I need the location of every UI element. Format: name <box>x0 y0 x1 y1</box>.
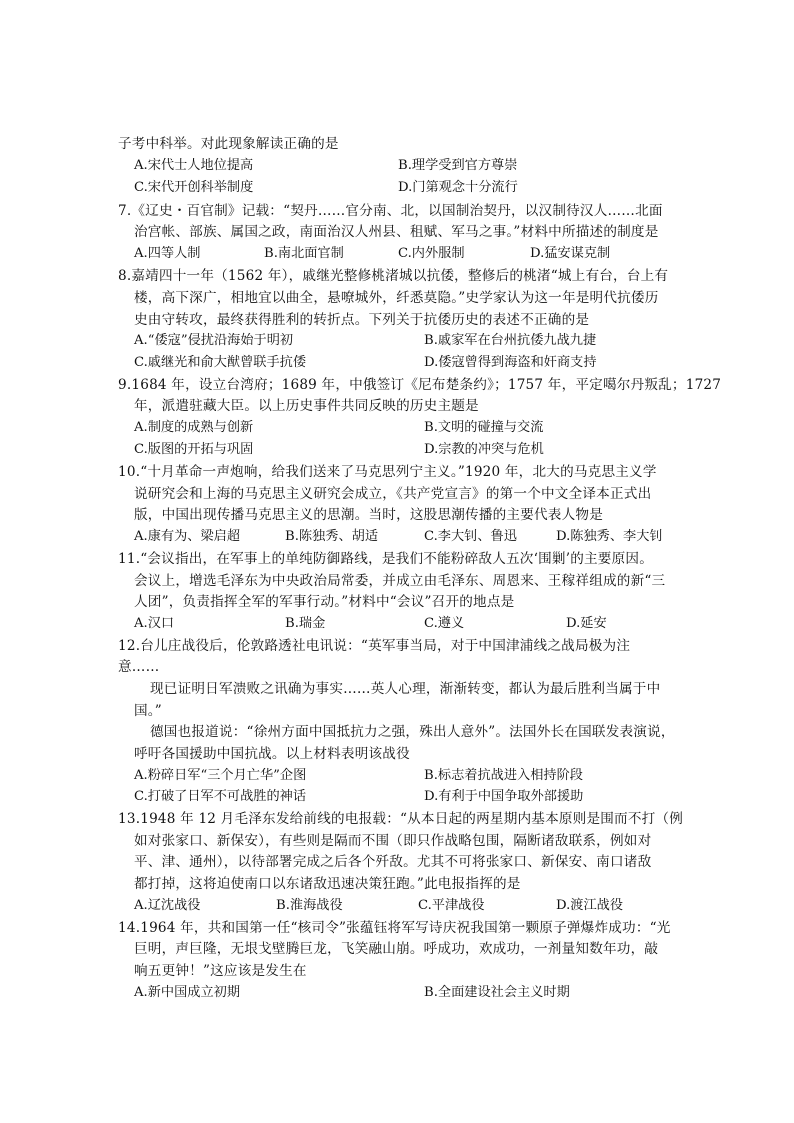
question-10-text: 10.“十月革命一声炮响，给我们送来了马克思列宁主义。”1920 年，北大的马克思主义学 <box>118 464 657 480</box>
q6-option-c: C.宋代开创科举制度 <box>134 180 254 195</box>
q8-option-a: A.“倭寇”侵扰沿海始于明初 <box>134 333 294 348</box>
q6-option-a: A.宋代士人地位提高 <box>134 158 254 173</box>
q7-option-b: B.南北面官制 <box>264 246 344 261</box>
question-14-text: 响五更钟！”这应该是发生在 <box>134 963 307 979</box>
q8-option-d: D.倭寇曾得到海盗和奸商支持 <box>424 355 597 370</box>
q10-option-d: D.陈独秀、李大钊 <box>556 529 663 544</box>
question-13-text: 都打掉，这将迫使南口以东诸敌迅速决策狂跑。”此电报指挥的是 <box>134 876 521 892</box>
question-6-continuation: 子考中科举。对此现象解读正确的是 <box>118 136 339 152</box>
question-11-text: 会议上，增选毛泽东为中央政治局常委，并成立由毛泽东、周恩来、王稼祥组成的新“三 <box>134 573 666 589</box>
q12-option-c: C.打破了日军不可战胜的神话 <box>134 789 307 804</box>
q9-option-d: D.宗教的冲突与危机 <box>424 442 544 457</box>
q12-option-d: D.有利于中国争取外部援助 <box>424 789 584 804</box>
q7-option-a: A.四等人制 <box>134 246 201 261</box>
q10-option-c: C.李大钊、鲁迅 <box>424 529 517 544</box>
q7-option-d: D.猛安谋克制 <box>530 246 611 261</box>
question-13-text: 平、津、通州），以待部署完成之后各个歼敌。尤其不可将张家口、新保安、南口诸敌 <box>134 854 652 870</box>
q9-option-a: A.制度的成熟与创新 <box>134 420 254 435</box>
question-12-text: 呼吁各国援助中国抗战。以上材料表明该战役 <box>134 746 410 762</box>
q11-option-d: D.延安 <box>566 616 607 631</box>
q14-option-a: A.新中国成立初期 <box>134 985 241 1000</box>
question-12-text: 国。” <box>134 703 162 719</box>
question-14-text: 14.1964 年，共和国第一任“核司令”张蕴钰将军写诗庆祝我国第一颗原子弹爆炸成功：“光 <box>118 920 671 936</box>
question-12-text: 12.台儿庄战役后，伦敦路透社电讯说：“英军事当局，对于中国津浦线之战局极为注 <box>118 638 631 654</box>
question-9-text: 年，派遣驻藏大臣。以上历史事件共同反映的历史主题是 <box>134 398 479 414</box>
q13-option-b: B.淮海战役 <box>276 898 343 913</box>
question-13-text: 13.1948 年 12 月毛泽东发给前线的电报载：“从本日起的两星期内基本原则是围而不打（例 <box>118 811 684 827</box>
q11-option-b: B.瑞金 <box>285 616 326 631</box>
q10-option-b: B.陈独秀、胡适 <box>285 529 379 544</box>
question-8-text: 史由守转攻，最终获得胜利的转折点。下列关于抗倭历史的表述不正确的是 <box>134 312 590 328</box>
q11-option-c: C.遵义 <box>424 616 465 631</box>
q8-option-b: B.戚家军在台州抗倭九战九捷 <box>424 333 597 348</box>
question-9-text: 9.1684 年，设立台湾府；1689 年，中俄签订《尼布楚条约》；1757 年，平定噶尔丹叛乱；1727 <box>118 377 722 393</box>
q10-option-a: A.康有为、梁启超 <box>134 529 241 544</box>
question-10-text: 说研究会和上海的马克思主义研究会成立，《共产党宣言》的第一个中文全译本正式出 <box>134 486 652 502</box>
question-13-text: 如对张家口、新保安），有些则是隔而不围（即只作战略包围，隔断诸敌联系，例如对 <box>134 833 652 849</box>
question-11-text: 人团”，负责指挥全军的军事行动。”材料中“会议”召开的地点是 <box>134 594 515 610</box>
q13-option-d: D.渡江战役 <box>556 898 624 913</box>
q7-option-c: C.内外服制 <box>398 246 465 261</box>
question-7-text: 治宫帐、部族、属国之政，南面治汉人州县、租赋、军马之事。”材料中所描述的制度是 <box>134 224 659 240</box>
question-8-text: 楼，高下深广，相地宜以曲全，悬嘹城外，纤悉莫隐。”史学家认为这一年是明代抗倭历 <box>134 290 659 306</box>
question-7-text: 7.《辽史・百官制》记载：“契丹……官分南、北，以国制治契丹，以汉制待汉人……北面 <box>118 203 663 219</box>
q14-option-b: B.全面建设社会主义时期 <box>424 985 570 1000</box>
question-8-text: 8.嘉靖四十一年（1562 年），戚继光整修桃渚城以抗倭，整修后的桃渚“城上有台，台上有 <box>118 268 669 284</box>
q8-option-c: C.戚继光和俞大猷曾联手抗倭 <box>134 355 307 370</box>
q13-option-a: A.辽沈战役 <box>134 898 201 913</box>
question-11-text: 11.“会议指出，在军事上的单纯防御路线，是我们不能粉碎敌人五次‘围剿’的主要原因。 <box>118 551 653 567</box>
q9-option-c: C.版图的开拓与巩固 <box>134 442 254 457</box>
question-12-text: 德国也报道说：“徐州方面中国抵抗力之强，殊出人意外”。法国外长在国联发表演说， <box>150 724 675 740</box>
q9-option-b: B.文明的碰撞与交流 <box>424 420 544 435</box>
q12-option-b: B.标志着抗战进入相持阶段 <box>424 768 583 783</box>
question-12-text: 意…… <box>118 659 160 675</box>
q6-option-d: D.门第观念十分流行 <box>398 180 518 195</box>
q11-option-a: A.汉口 <box>134 616 175 631</box>
question-12-text: 现已证明日军溃败之讯确为事实……英人心理，渐渐转变，都认为最后胜利当属于中 <box>150 681 661 697</box>
q13-option-c: C.平津战役 <box>418 898 485 913</box>
q12-option-a: A.粉碎日军“三个月亡华”企图 <box>134 768 307 783</box>
question-10-text: 版，中国出现传播马克思主义的思潮。当时，这股思潮传播的主要代表人物是 <box>134 507 603 523</box>
question-14-text: 巨明，声巨隆，无垠戈壁腾巨龙，飞笑融山崩。呼成功，欢成功，一剂量知数年功，敲 <box>134 941 659 957</box>
q6-option-b: B.理学受到官方尊崇 <box>398 158 518 173</box>
